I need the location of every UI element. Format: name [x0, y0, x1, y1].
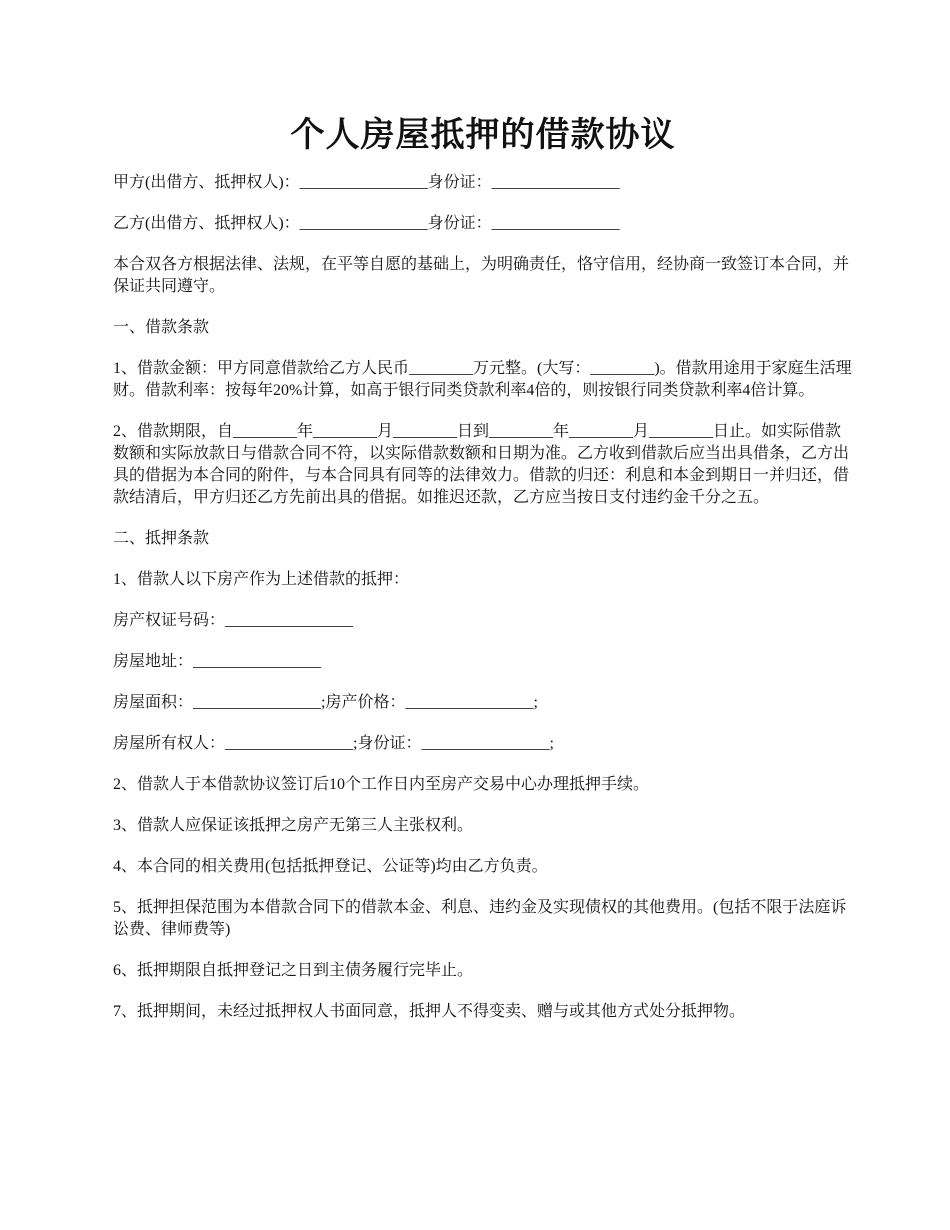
- clause-registration: 2、借款人于本借款协议签订后10个工作日内至房产交易中心办理抵押手续。: [113, 776, 650, 793]
- party-a-line: 甲方(出借方、抵押权人)：________________身份证：________________: [113, 174, 620, 191]
- document-title: 个人房屋抵押的借款协议: [290, 117, 676, 154]
- field-property-address: 房屋地址：________________: [113, 653, 322, 670]
- clause-loan-amount: 1、借款金额：甲方同意借款给乙方人民币________万元整。(大写：________)。借款用途用于家庭生活理财。借款利率：按每年20%计算，如高于银行同类贷款利率4倍的，则按银行同类贷款利率4倍计算。: [113, 360, 852, 399]
- party-b-line: 乙方(出借方、抵押权人)：________________身份证：________________: [113, 215, 620, 232]
- field-property-certificate: 房产权证号码：________________: [113, 612, 354, 629]
- section-heading-loan-terms: 一、借款条款: [113, 319, 210, 336]
- clause-loan-term: 2、借款期限，自________年________月________日到________年________月________日止。如实际借款数额和实际放款日与借款合同不符，以实际借款数额和日期为准。乙方收到借款后应当出具借条，乙方出具的借据为本合同的附件，与本合同具有同等的法律效力。借款的归还：利息和本金到期日一并归还，借款结清后，甲方归还乙方先前出具的借据。如推迟还款，乙方应当按日支付违约金千分之五。: [113, 423, 850, 506]
- clause-no-third-party: 3、借款人应保证该抵押之房产无第三人主张权利。: [113, 817, 474, 834]
- field-property-owner: 房屋所有权人：________________;身份证：________________;: [113, 735, 554, 752]
- clause-fees: 4、本合同的相关费用(包括抵押登记、公证等)均由乙方负责。: [113, 858, 548, 875]
- clause-mortgage-period: 6、抵押期限自抵押登记之日到主债务履行完毕止。: [113, 962, 474, 979]
- document-page: [113, 112, 853, 1042]
- field-property-area-price: 房屋面积：________________;房产价格：________________;: [113, 694, 538, 711]
- section-heading-mortgage-terms: 二、抵押条款: [113, 530, 210, 547]
- clause-no-disposal: 7、抵押期间，未经过抵押权人书面同意，抵押人不得变卖、赠与或其他方式处分抵押物。: [113, 1003, 746, 1020]
- clause-mortgage-property: 1、借款人以下房产作为上述借款的抵押：: [113, 571, 410, 588]
- clause-guarantee-scope: 5、抵押担保范围为本借款合同下的借款本金、利息、违约金及实现债权的其他费用。(包括不限于法庭诉讼费、律师费等): [113, 899, 847, 938]
- preamble-paragraph: 本合双各方根据法律、法规，在平等自愿的基础上，为明确责任，恪守信用，经协商一致签订本合同，并保证共同遵守。: [113, 256, 850, 295]
